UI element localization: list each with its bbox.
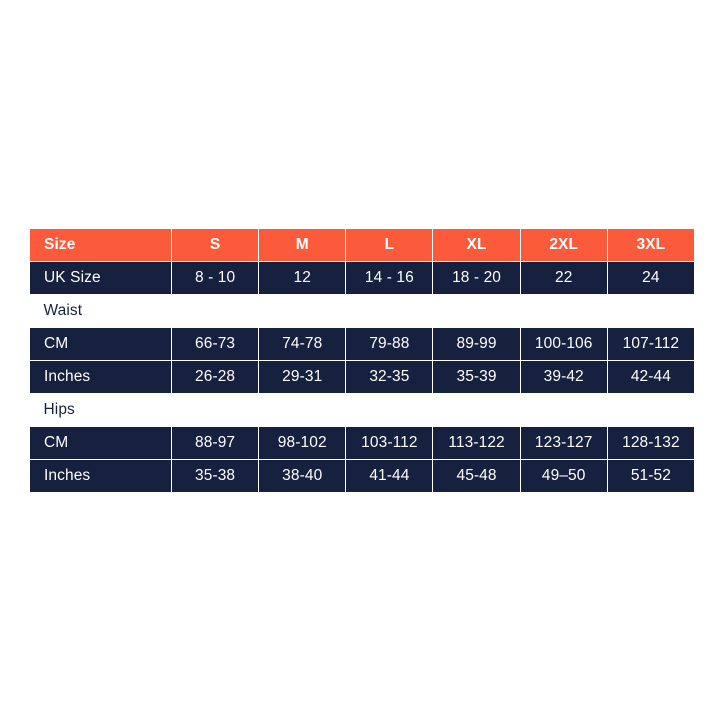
size-chart-body: [30, 229, 695, 493]
cell-waist-cm-xl: 89-99: [433, 328, 520, 361]
row-label-waist-cm: CM: [30, 328, 172, 361]
size-chart: [29, 228, 695, 493]
table-header-row: [30, 229, 695, 262]
cell-waist-cm-3xl: 107-112: [607, 328, 694, 361]
table-row: [30, 361, 695, 394]
cell-waist-in-xl: 35-39: [433, 361, 520, 394]
cell-waist-cm-l: 79-88: [346, 328, 433, 361]
table-row: [30, 460, 695, 493]
cell-hips-cm-l: 103-112: [346, 427, 433, 460]
header-cell-s: S: [172, 229, 259, 262]
cell-uk-size-3xl: 24: [607, 262, 694, 295]
cell-waist-in-2xl: 39-42: [520, 361, 607, 394]
table-row: [30, 328, 695, 361]
size-chart-table: [29, 228, 695, 493]
cell-hips-in-l: 41-44: [346, 460, 433, 493]
table-row: [30, 262, 695, 295]
cell-hips-in-2xl: 49–50: [520, 460, 607, 493]
cell-waist-cm-2xl: 100-106: [520, 328, 607, 361]
section-label-waist: Waist: [30, 295, 695, 328]
cell-waist-in-3xl: 42-44: [607, 361, 694, 394]
cell-hips-cm-3xl: 128-132: [607, 427, 694, 460]
header-cell-xl: XL: [433, 229, 520, 262]
cell-uk-size-m: 12: [259, 262, 346, 295]
section-row-waist: [30, 295, 695, 328]
cell-hips-in-s: 35-38: [172, 460, 259, 493]
header-cell-3xl: 3XL: [607, 229, 694, 262]
cell-waist-in-m: 29-31: [259, 361, 346, 394]
cell-hips-in-m: 38-40: [259, 460, 346, 493]
header-cell-size: Size: [30, 229, 172, 262]
cell-uk-size-s: 8 - 10: [172, 262, 259, 295]
row-label-hips-cm: CM: [30, 427, 172, 460]
cell-hips-in-xl: 45-48: [433, 460, 520, 493]
cell-waist-in-l: 32-35: [346, 361, 433, 394]
section-label-hips: Hips: [30, 394, 695, 427]
cell-waist-cm-s: 66-73: [172, 328, 259, 361]
cell-waist-cm-m: 74-78: [259, 328, 346, 361]
cell-hips-cm-xl: 113-122: [433, 427, 520, 460]
cell-hips-cm-s: 88-97: [172, 427, 259, 460]
cell-waist-in-s: 26-28: [172, 361, 259, 394]
row-label-hips-inches: Inches: [30, 460, 172, 493]
section-row-hips: [30, 394, 695, 427]
table-row: [30, 427, 695, 460]
cell-uk-size-2xl: 22: [520, 262, 607, 295]
row-label-uk-size: UK Size: [30, 262, 172, 295]
header-cell-2xl: 2XL: [520, 229, 607, 262]
header-cell-l: L: [346, 229, 433, 262]
cell-hips-in-3xl: 51-52: [607, 460, 694, 493]
cell-hips-cm-m: 98-102: [259, 427, 346, 460]
cell-hips-cm-2xl: 123-127: [520, 427, 607, 460]
cell-uk-size-xl: 18 - 20: [433, 262, 520, 295]
header-cell-m: M: [259, 229, 346, 262]
cell-uk-size-l: 14 - 16: [346, 262, 433, 295]
row-label-waist-inches: Inches: [30, 361, 172, 394]
